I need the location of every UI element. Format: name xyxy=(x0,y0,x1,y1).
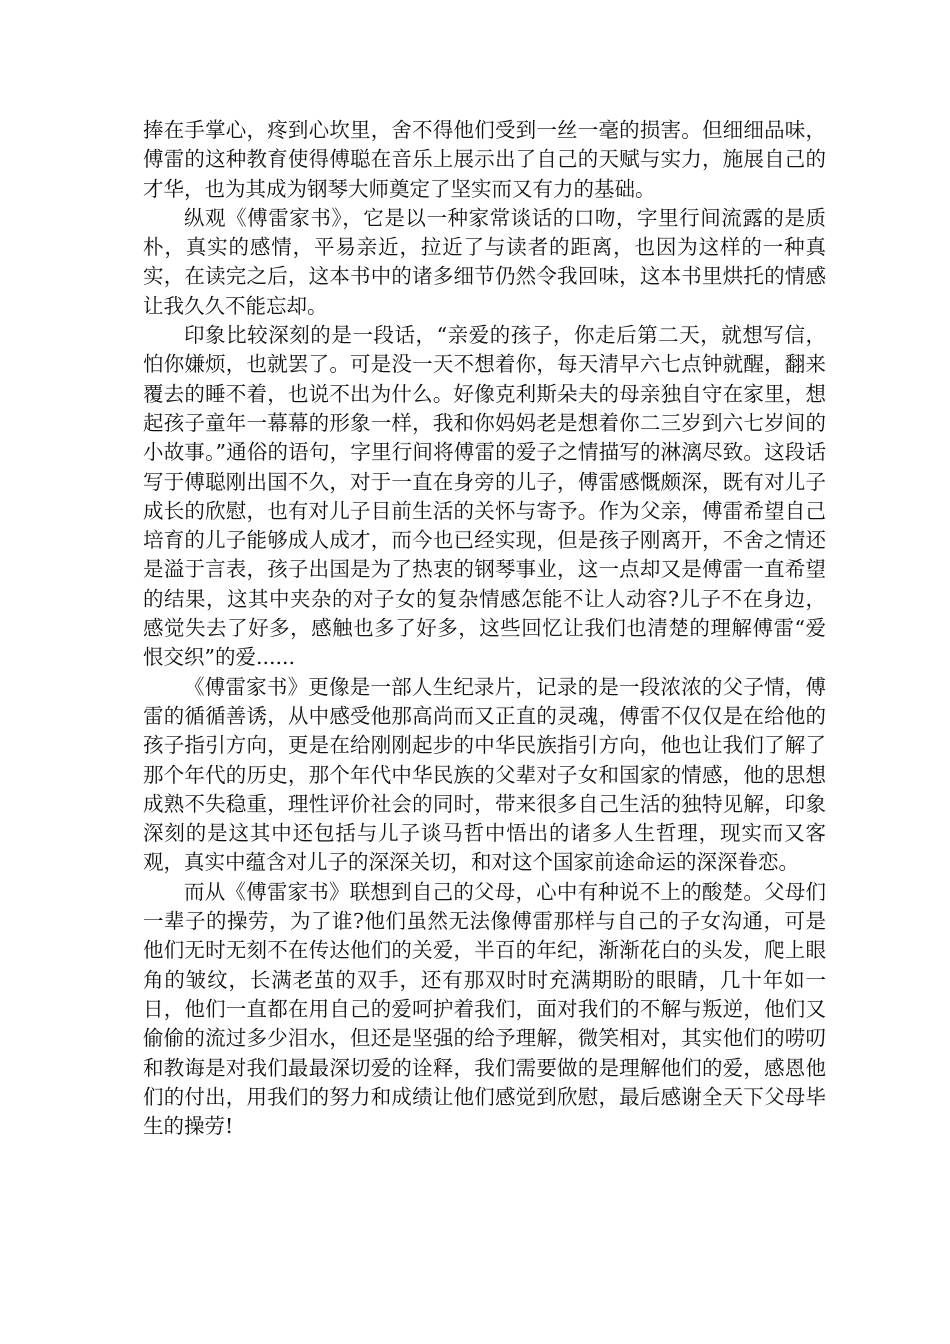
paragraph-parents: 而从《傅雷家书》联想到自己的父母，心中有种说不上的酸楚。父母们一辈子的操劳，为了谁?他们虽然无法像傅雷那样与自己的子女沟通，可是他们无时无刻不在传达他们的关爱，半百的年纪，渐渐花白的头发，爬上眼角的皱纹，长满老茧的双手，还有那双时时充满期盼的眼睛，几十年如一日，他们一直都在用自己的爱呵护着我们，面对我们的不解与叛逆，他们又偷偷的流过多少泪水，但还是坚强的给予理解，微笑相对，其实他们的唠叨和教诲是对我们最最深切爱的诠释，我们需要做的是理解他们的爱，感恩他们的付出，用我们的努力和成绩让他们感觉到欣慰，最后感谢全天下父母毕生的操劳! xyxy=(143,879,826,1139)
paragraph-continuation: 捧在手掌心，疼到心坎里，舍不得他们受到一丝一毫的损害。但细细品味，傅雷的这种教育使得傅聪在音乐上展示出了自己的天赋与实力，施展自己的才华，也为其成为钢琴大师奠定了坚实而又有力的基础。 xyxy=(143,118,826,201)
paragraph-quote: 印象比较深刻的是一段话，“亲爱的孩子，你走后第二天，就想写信，怕你嫌烦，也就罢了。可是没一天不想着你，每天清早六七点钟就醒，翻来覆去的睡不着，也说不出为什么。好像克利斯朵夫的母亲独自守在家里，想起孩子童年一幕幕的形象一样，我和你妈妈老是想着你二三岁到六七岁间的小故事。”通俗的语句，字里行间将傅雷的爱子之情描写的淋漓尽致。这段话写于傅聪刚出国不久，对于一直在身旁的儿子，傅雷感慨颇深，既有对儿子成长的欣慰，也有对儿子目前生活的关怀与寄予。作为父亲，傅雷希望自己培育的儿子能够成人成才，而今也已经实现，但是孩子刚离开，不舍之情还是溢于言表，孩子出国是为了热衷的钢琴事业，这一点却又是傅雷一直希望的结果，这其中夹杂的对子女的复杂情感怎能不让人动容?儿子不在身边，感觉失去了好多，感触也多了好多，这些回忆让我们也清楚的理解傅雷“爱恨交织”的爱...... xyxy=(143,323,826,670)
paragraph-overview: 纵观《傅雷家书》，它是以一种家常谈话的口吻，字里行间流露的是质朴，真实的感情，平易亲近，拉近了与读者的距离，也因为这样的一种真实，在读完之后，这本书中的诸多细节仍然令我回味，这本书里烘托的情感让我久久不能忘却。 xyxy=(143,205,826,318)
paragraph-documentary: 《傅雷家书》更像是一部人生纪录片，记录的是一段浓浓的父子情，傅雷的循循善诱，从中感受他那高尚而又正直的灵魂，傅雷不仅仅是在给他的孩子指引方向，更是在给刚刚起步的中华民族指引方向，他也让我们了解了那个年代的历史，那个年代中华民族的父辈对子女和国家的情感，他的思想成熟不失稳重，理性评价社会的同时，带来很多自己生活的独特见解，印象深刻的是这其中还包括与儿子谈马哲中悟出的诸多人生哲理，现实而又客观，真实中蕴含对儿子的深深关切，和对这个国家前途命运的深深眷恋。 xyxy=(143,674,826,875)
document-body xyxy=(143,116,826,1141)
